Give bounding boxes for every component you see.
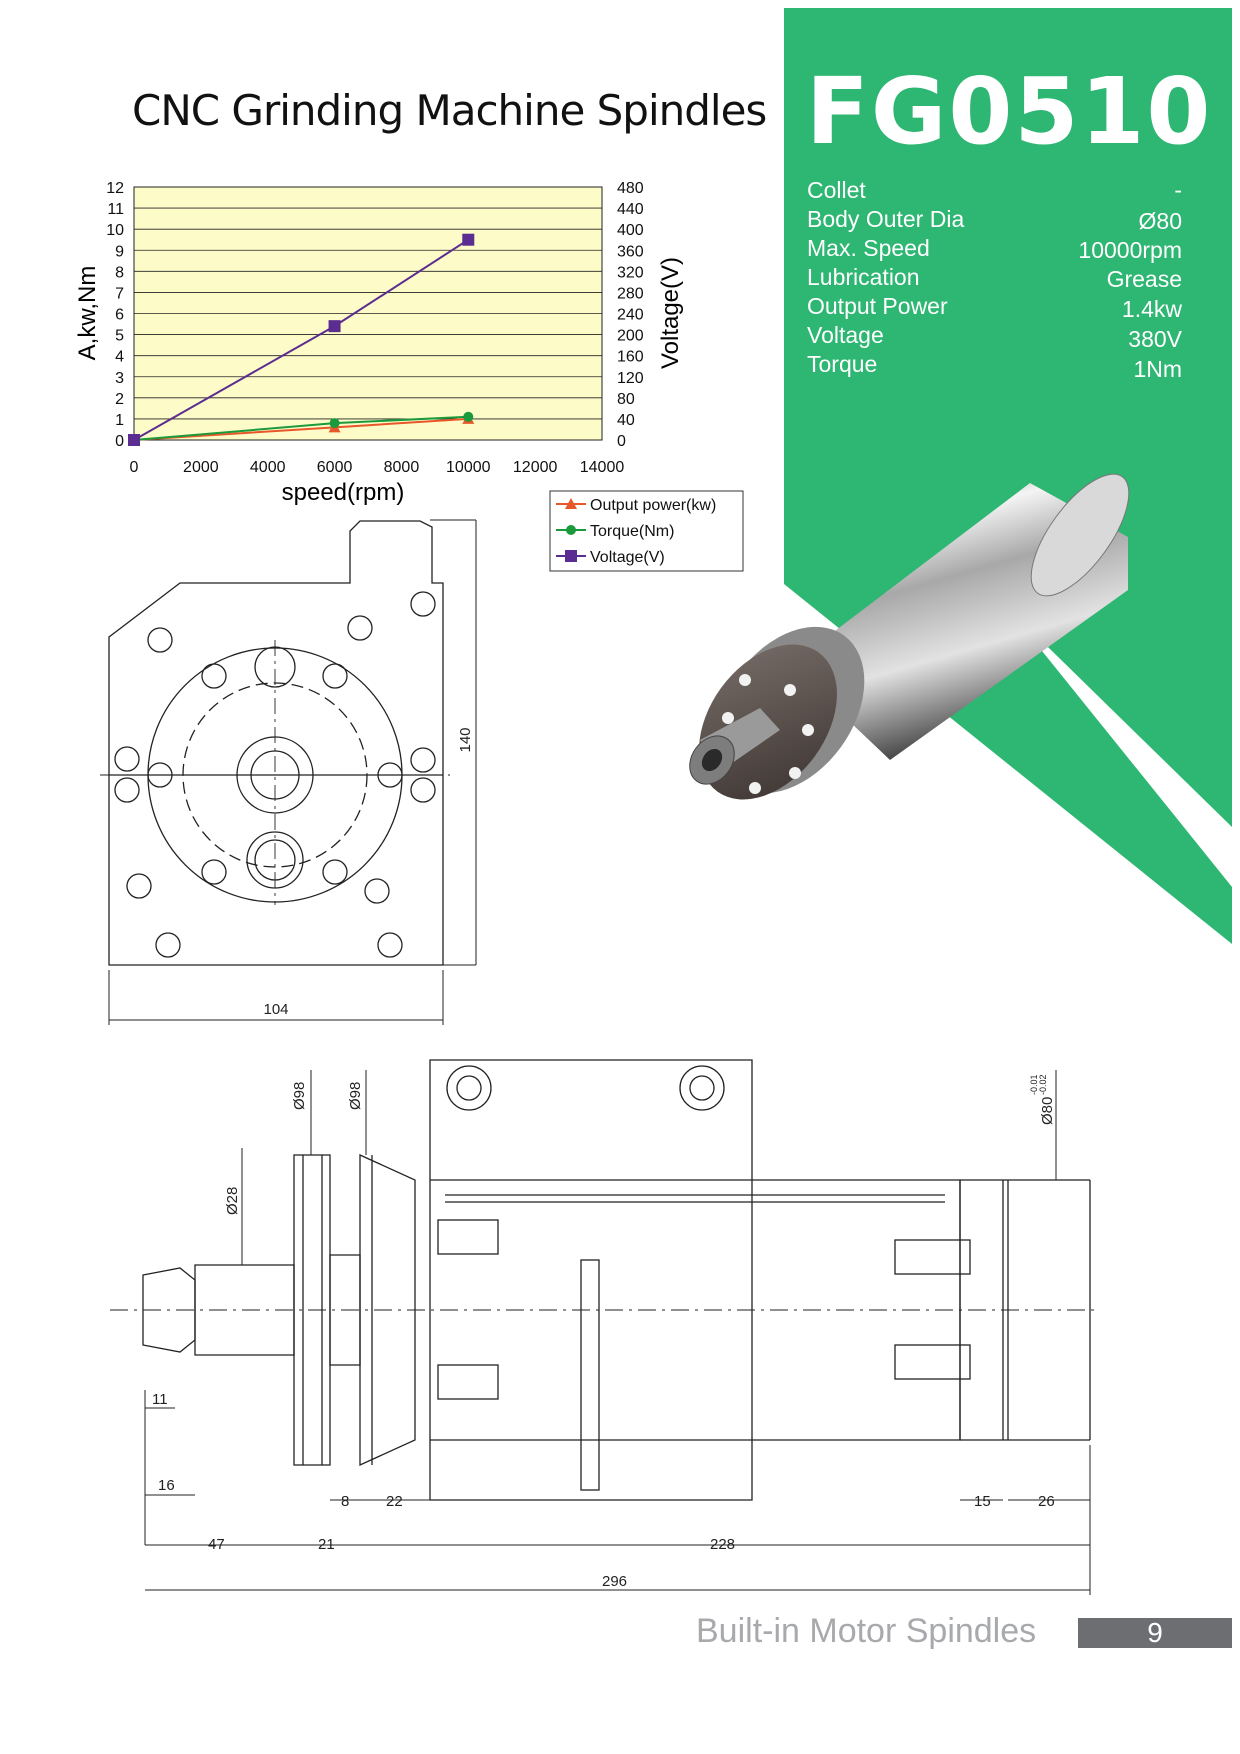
spec-value: 10000rpm: [1078, 237, 1182, 263]
dimension-21: 21: [318, 1536, 335, 1553]
legend-label: Voltage(V): [590, 549, 665, 566]
y2-tick-label: 80: [617, 390, 635, 408]
y-tick-label: 5: [115, 327, 124, 345]
x-tick-label: 6000: [316, 459, 353, 476]
y2-tick-label: 440: [617, 201, 644, 219]
dimension-47: 47: [208, 1536, 225, 1553]
y-tick-label: 2: [115, 390, 124, 408]
y-tick-label: 9: [115, 243, 124, 261]
x-axis-label: speed(rpm): [281, 479, 405, 506]
y-tick-label: 1: [115, 411, 124, 429]
spec-label: Max. Speed: [807, 235, 930, 261]
spec-label: Output Power: [807, 293, 948, 319]
spec-label: Voltage: [807, 322, 884, 348]
y2-axis-label: Voltage(V): [657, 256, 684, 370]
spec-label: Collet: [807, 177, 866, 203]
dimension-15: 15: [974, 1493, 991, 1510]
x-tick-label: 0: [129, 459, 139, 476]
y-tick-label: 7: [115, 285, 124, 303]
y2-tick-label: 120: [617, 369, 644, 387]
y-tick-label: 12: [106, 180, 124, 197]
y2-tick-label: 400: [617, 222, 644, 240]
y-tick-label: 10: [106, 222, 124, 240]
x-tick-labels: [130, 459, 625, 476]
y-tick-label: 6: [115, 306, 124, 324]
dimension-dia98-a: Ø98: [291, 1081, 308, 1110]
side-view-drawing: [110, 1060, 1100, 1595]
end-view-drawing: [100, 520, 476, 1025]
x-tick-label: 4000: [249, 459, 286, 476]
y2-tick-label: 320: [617, 264, 644, 282]
dimension-8: 8: [341, 1493, 350, 1510]
dimension-140: 140: [457, 727, 474, 753]
y2-tick-label: 200: [617, 327, 644, 345]
footer-text: Built-in Motor Spindles: [696, 1612, 1037, 1650]
x-tick-label: 8000: [383, 459, 420, 476]
page-title: CNC Grinding Machine Spindles: [132, 86, 767, 135]
x-tick-label: 12000: [512, 459, 558, 476]
dimension-22: 22: [386, 1493, 403, 1510]
spec-value: 1.4kw: [1121, 296, 1182, 322]
y2-tick-label: 40: [617, 411, 635, 429]
data-point: [128, 434, 140, 446]
flange-block: [430, 1060, 752, 1500]
tolerance-lower: -0.02: [1038, 1074, 1048, 1095]
data-point: [463, 412, 473, 422]
spec-value: 380V: [1128, 326, 1182, 352]
y-tick-labels: [106, 180, 124, 450]
page-number: 9: [1078, 1618, 1232, 1648]
legend-label: Output power(kw): [590, 497, 717, 514]
dimension-296: 296: [602, 1573, 628, 1590]
legend-label: Torque(Nm): [590, 523, 675, 540]
x-tick-label: 10000: [446, 459, 491, 476]
flange-outline: [109, 521, 443, 965]
y-axis-label: A,kw,Nm: [74, 265, 101, 361]
spec-value: 1Nm: [1133, 356, 1182, 382]
spec-label: Lubrication: [807, 264, 920, 290]
legend-marker: [566, 525, 576, 535]
data-point: [462, 234, 474, 246]
tolerance-upper: -0.01: [1029, 1074, 1039, 1095]
y-tick-label: 8: [115, 264, 124, 282]
spec-value: Ø80: [1138, 208, 1182, 234]
y2-tick-label: 360: [617, 243, 644, 261]
x-tick-label: 2000: [183, 459, 219, 476]
y2-tick-label: 280: [617, 285, 644, 303]
dimension-16: 16: [158, 1477, 175, 1494]
spec-value: Grease: [1106, 266, 1182, 292]
dimension-dia80: Ø80: [1039, 1096, 1056, 1125]
y2-tick-label: 0: [617, 433, 626, 450]
y2-tick-labels: [617, 180, 644, 450]
model-number: FG0510: [806, 58, 1213, 165]
y2-tick-label: 240: [617, 306, 644, 324]
y2-tick-label: 160: [617, 348, 644, 366]
dimension-dia98-b: Ø98: [347, 1081, 364, 1110]
legend-marker: [565, 550, 577, 562]
dimension-228: 228: [710, 1536, 736, 1553]
dimension-26: 26: [1038, 1493, 1055, 1510]
x-tick-label: 14000: [579, 459, 625, 476]
data-point: [329, 320, 341, 332]
y2-tick-label: 480: [617, 180, 644, 197]
y-tick-label: 11: [107, 201, 124, 219]
spec-label: Body Outer Dia: [807, 206, 965, 232]
spec-value: -: [1174, 177, 1182, 203]
y-tick-label: 3: [115, 369, 124, 387]
chart-legend: [550, 491, 743, 571]
dimension-104: 104: [263, 1001, 289, 1018]
y-tick-label: 0: [115, 433, 124, 450]
wiring-channel: [581, 1260, 599, 1490]
performance-chart: [74, 180, 743, 571]
y-tick-label: 4: [115, 348, 124, 366]
data-point: [330, 418, 340, 428]
spec-label: Torque: [807, 351, 878, 377]
dimension-dia28: Ø28: [224, 1186, 241, 1215]
dimension-11: 11: [152, 1391, 168, 1408]
